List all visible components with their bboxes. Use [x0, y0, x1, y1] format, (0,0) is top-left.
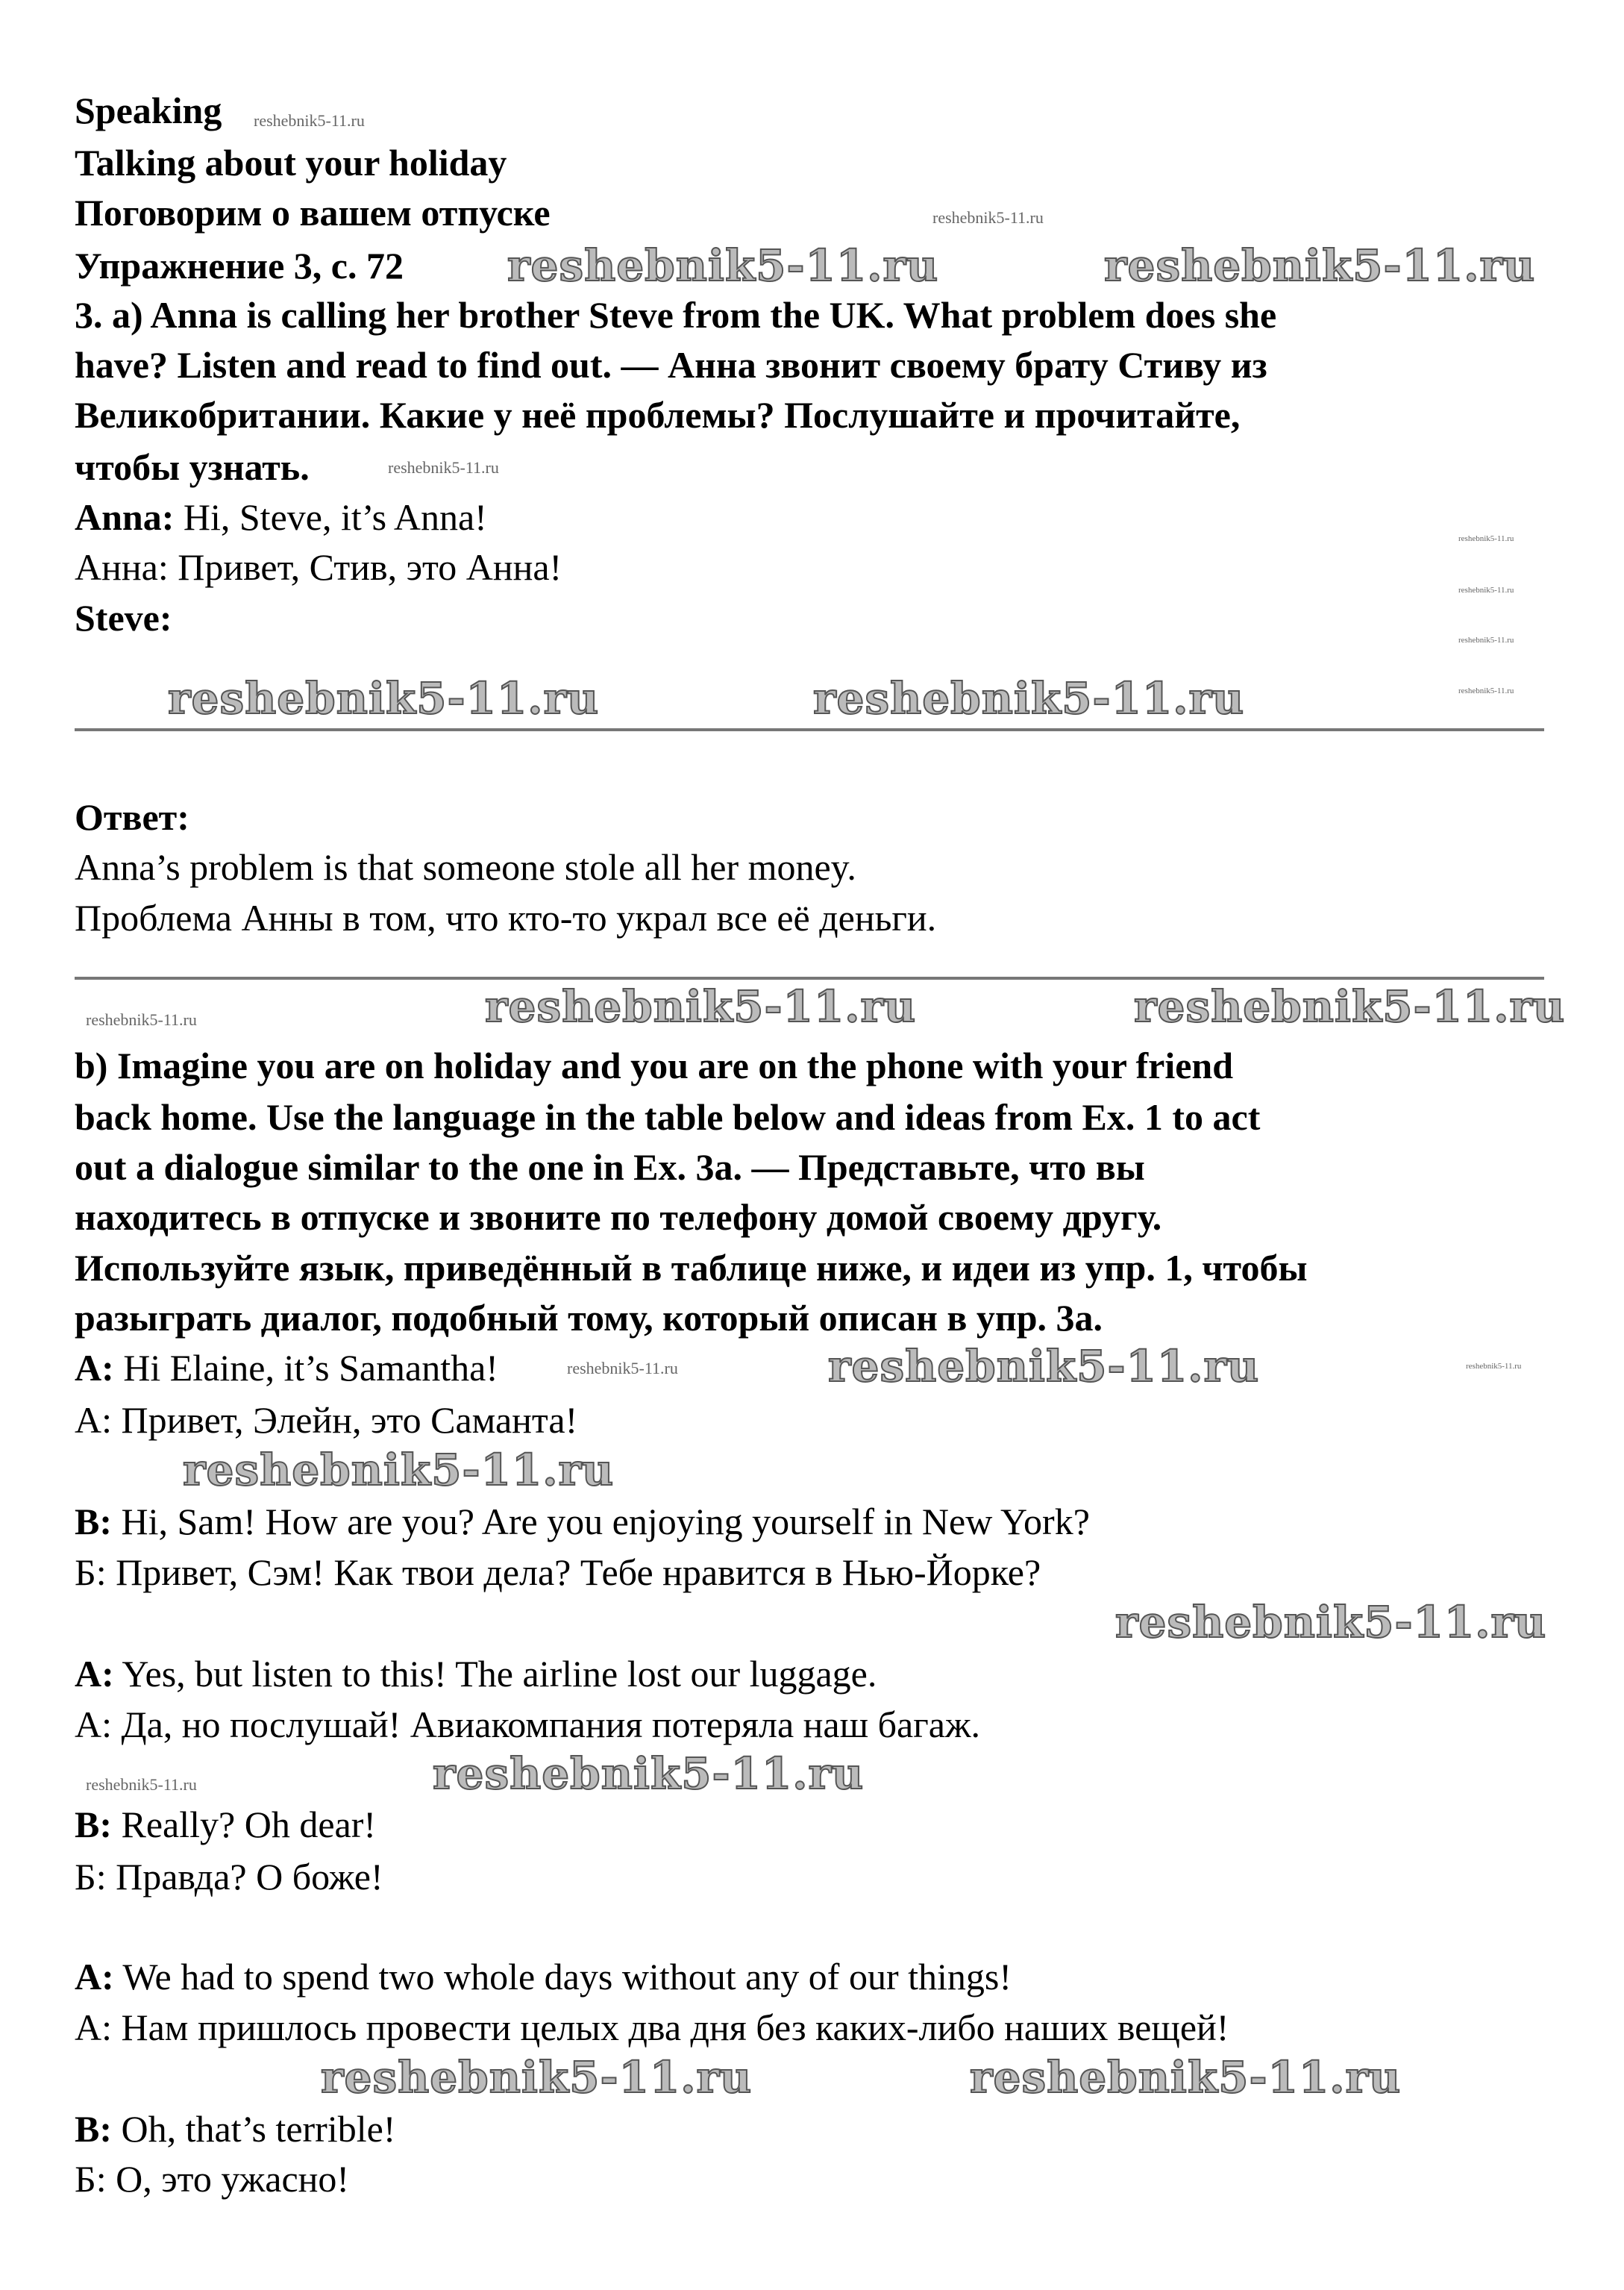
speaker-label: A: — [75, 1956, 114, 1998]
line-text: Hi Elaine, it’s Samantha! — [113, 1347, 498, 1389]
speaker-label: A: — [75, 1347, 114, 1389]
dialog-line-ru: Б: О, это ужасно! — [75, 2158, 350, 2200]
watermark: reshebnik5-11.ru — [1115, 1597, 1547, 1648]
line-text: Yes, but listen to this! The airline lost our luggage. — [113, 1653, 877, 1695]
dialog-line — [75, 492, 487, 542]
dialog-line-ru: Анна: Привет, Стив, это Анна! — [75, 546, 562, 588]
task-b-line: Используйте язык, приведённый в таблице ниже, и идеи из упр. 1, чтобы — [75, 1247, 1308, 1289]
divider — [75, 977, 1544, 980]
dialog-line-ru: А: Нам пришлось провести целых два дня без каких-либо наших вещей! — [75, 2006, 1229, 2048]
dialog-line — [75, 1648, 877, 1699]
speaker-label: Anna: — [75, 496, 175, 538]
watermark-tiny: reshebnik5-11.ru — [1458, 586, 1514, 595]
answer-label: Ответ: — [75, 796, 189, 838]
task-a-line: чтобы узнать. — [75, 446, 310, 488]
task-b-line: разыграть диалог, подобный тому, который описан в упр. 3а. — [75, 1297, 1103, 1339]
watermark: reshebnik5-11.ru — [507, 240, 939, 291]
speaker-label: Steve: — [75, 597, 172, 639]
task-a-line: 3. a) Anna is calling her brother Steve from the UK. What problem does she — [75, 294, 1277, 336]
watermark-small: reshebnik5-11.ru — [86, 1775, 197, 1794]
speaker-label: A: — [75, 1653, 114, 1695]
line-text: Hi, Steve, it’s Anna! — [174, 496, 487, 538]
dialog-line — [75, 1951, 1012, 2002]
heading-title-ru: Поговорим о вашем отпуске — [75, 192, 551, 234]
watermark: reshebnik5-11.ru — [828, 1341, 1260, 1392]
dialog-line — [75, 1799, 376, 1850]
watermark-small: reshebnik5-11.ru — [567, 1359, 678, 1377]
speaker-label: B: — [75, 1501, 112, 1542]
watermark-tiny: reshebnik5-11.ru — [1458, 686, 1514, 695]
line-text: Really? Oh dear! — [112, 1803, 377, 1845]
speaker-label: B: — [75, 2108, 112, 2150]
dialog-line — [75, 1496, 1090, 1547]
speaker-label: B: — [75, 1803, 112, 1845]
watermark-tiny: reshebnik5-11.ru — [1458, 636, 1514, 645]
heading-title: Talking about your holiday — [75, 142, 507, 184]
dialog-line — [75, 2103, 395, 2154]
exercise-ref: Упражнение 3, с. 72 — [75, 245, 404, 287]
task-b-line: b) Imagine you are on holiday and you are on the phone with your friend — [75, 1045, 1234, 1086]
task-b-line: находитесь в отпуске и звоните по телефону домой своему другу. — [75, 1196, 1162, 1238]
line-text: We had to spend two whole days without any of our things! — [113, 1956, 1012, 1998]
watermark-tiny: reshebnik5-11.ru — [1458, 534, 1514, 543]
watermark-small: reshebnik5-11.ru — [254, 111, 365, 130]
watermark-tiny: reshebnik5-11.ru — [1466, 1362, 1522, 1371]
heading-section: Speaking — [75, 90, 222, 131]
answer-ru: Проблема Анны в том, что кто-то украл все её деньги. — [75, 897, 937, 939]
line-text: Hi, Sam! How are you? Are you enjoying yourself in New York? — [112, 1501, 1090, 1542]
line-text: Oh, that’s terrible! — [112, 2108, 396, 2150]
watermark: reshebnik5-11.ru — [321, 2052, 753, 2103]
dialog-line-ru: Б: Правда? О боже! — [75, 1856, 383, 1898]
watermark-small: reshebnik5-11.ru — [932, 208, 1044, 227]
answer-en: Anna’s problem is that someone stole all her money. — [75, 846, 856, 888]
watermark: reshebnik5-11.ru — [433, 1748, 865, 1799]
task-a-line: have? Listen and read to find out. — Анна звонит своему брату Стиву из — [75, 344, 1267, 386]
divider — [75, 728, 1544, 731]
dialog-line-ru: А: Да, но послушай! Авиакомпания потеряла наш багаж. — [75, 1704, 980, 1745]
dialog-line — [75, 1342, 498, 1393]
watermark-small: reshebnik5-11.ru — [388, 458, 499, 477]
watermark-small: reshebnik5-11.ru — [86, 1010, 197, 1029]
watermark: reshebnik5-11.ru — [970, 2052, 1402, 2103]
watermark: reshebnik5-11.ru — [1134, 981, 1566, 1032]
watermark: reshebnik5-11.ru — [183, 1445, 615, 1495]
task-a-line: Великобритании. Какие у неё проблемы? Послушайте и прочитайте, — [75, 394, 1241, 436]
task-b-line: back home. Use the language in the table below and ideas from Ex. 1 to act — [75, 1096, 1261, 1138]
watermark: reshebnik5-11.ru — [1104, 240, 1536, 291]
dialog-line-ru: Б: Привет, Сэм! Как твои дела? Тебе нравится в Нью-Йорке? — [75, 1551, 1041, 1593]
task-b-line: out a dialogue similar to the one in Ex. 3a. — Представьте, что вы — [75, 1146, 1145, 1188]
dialog-line-ru: А: Привет, Элейн, это Саманта! — [75, 1399, 578, 1441]
watermark: reshebnik5-11.ru — [813, 673, 1245, 724]
watermark: reshebnik5-11.ru — [485, 981, 917, 1032]
watermark: reshebnik5-11.ru — [168, 673, 600, 724]
